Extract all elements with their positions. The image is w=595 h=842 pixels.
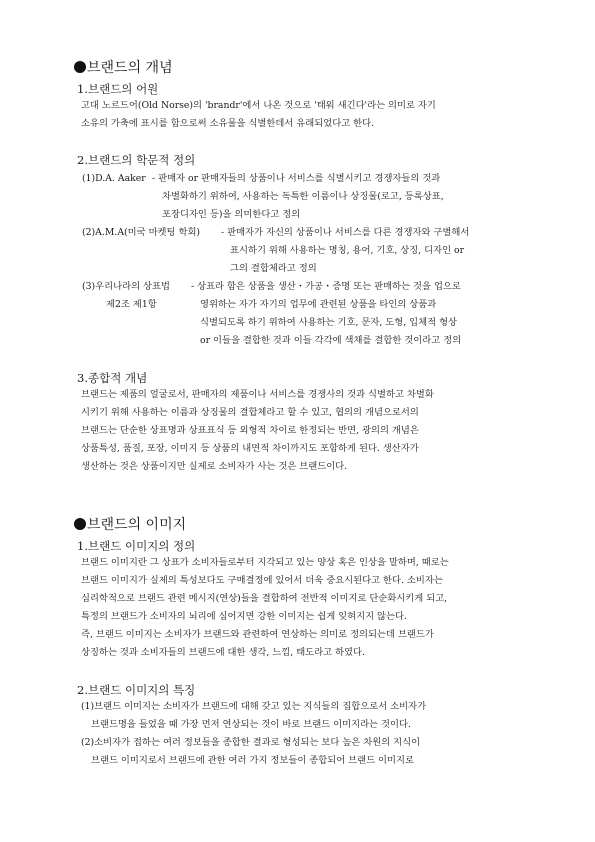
list-item-line: 브랜드 이미지로서 브랜드에 관한 여러 가지 정보들이 종합되어 브랜드 이미지로 [91, 755, 414, 766]
paragraph-line: 생산하는 것은 상품이지만 실제로 소비자가 사는 것은 브랜드이다. [81, 461, 348, 472]
paragraph-line: 브랜드는 단순한 상표명과 상표표식 등 외형적 차이로 한정되는 반면, 광의의 개념은 [81, 425, 419, 436]
subheading-academic-definition: 2.브랜드의 학문적 정의 [77, 153, 196, 167]
section-title-brand-concept [74, 57, 173, 77]
list-item-line: (2)소비자가 접하는 여러 정보들을 종합한 결과로 형성되는 보다 높은 차원의 지식이 [81, 737, 421, 748]
definition-label-ama: (2)A.M.A(미국 마켓팅 학회) [82, 227, 201, 238]
section-title-text: 브랜드의 이미지 [87, 517, 187, 533]
definition-line: - 판매자가 자신의 상품이나 서비스를 다른 경쟁자와 구별해서 [221, 227, 470, 238]
paragraph-line: 즉, 브랜드 이미지는 소비자가 브랜드와 관련하여 연상하는 의미로 정의되는데 브랜드가 [81, 629, 434, 640]
definition-label-aaker: (1)D.A. Aaker [82, 173, 146, 184]
paragraph-line: 고대 노르드어(Old Norse)의 'brandr'에서 나온 것으로 '태워 새긴다'라는 의미로 자기 [81, 100, 436, 111]
paragraph-line: 브랜드 이미지란 그 상표가 소비자들로부터 지각되고 있는 양상 혹은 인상을 말하며, 때로는 [81, 557, 449, 568]
black-circle-bullet-icon [74, 518, 86, 530]
definition-line: or 이들을 결합한 것과 이들 각각에 색채를 결합한 것이라고 정의 [200, 335, 462, 346]
paragraph-line: 브랜드는 제품의 얼굴로서, 판매자의 제품이나 서비스를 경쟁사의 것과 식별하고 차별화 [81, 389, 434, 400]
black-circle-bullet-icon [74, 61, 86, 73]
section-title-brand-image [74, 514, 186, 534]
list-item-line: (1)브랜드 이미지는 소비자가 브랜드에 대해 갖고 있는 지식들의 집합으로서 소비자가 [81, 701, 427, 712]
definition-label-article: 제2조 제1항 [106, 299, 157, 310]
paragraph-line: 시키기 위해 사용하는 이름과 상징물의 결합체라고 할 수 있고, 협의의 개념으로서의 [81, 407, 419, 418]
definition-line: 그의 결합체라고 정의 [230, 263, 317, 274]
definition-line: - 판매자 or 판매자들의 상품이나 서비스를 식별시키고 경쟁자들의 것과 [152, 173, 441, 184]
subheading-brand-image-features: 2.브랜드 이미지의 특징 [77, 683, 196, 697]
paragraph-line: 심리학적으로 브랜드 관련 메시지(연상)들을 결합하여 전반적 이미지로 단순화시키게 되고, [81, 593, 448, 604]
paragraph-line: 소유의 가축에 표시를 함으로써 소유물을 식별한데서 유래되었다고 한다. [81, 118, 375, 129]
subheading-brand-image-definition: 1.브랜드 이미지의 정의 [77, 539, 196, 553]
paragraph-line: 상징하는 것과 소비자들의 브랜드에 대한 생각, 느낌, 태도라고 하였다. [81, 647, 365, 658]
definition-line: 표시하기 위해 사용하는 명칭, 용어, 기호, 상징, 디자인 or [230, 245, 465, 256]
section-title-text: 브랜드의 개념 [87, 60, 173, 76]
paragraph-line: 상품특성, 품질, 포장, 이미지 등 상품의 내면적 차이까지도 포함하게 된다. 생산자가 [81, 443, 419, 454]
subheading-comprehensive-concept: 3.종합적 개념 [77, 371, 148, 385]
paragraph-line: 브랜드 이미지가 실제의 특성보다도 구매결정에 있어서 더욱 중요시된다고 한다. 소비자는 [81, 575, 443, 586]
subheading-etymology: 1.브랜드의 어원 [77, 82, 159, 96]
paragraph-line: 특정의 브랜드가 소비자의 뇌리에 심어지면 강한 이미지는 쉽게 잊혀지지 않는다. [81, 611, 407, 622]
definition-line: 차별화하기 위하여, 사용하는 독특한 이름이나 상징물(로고, 등록상표, [162, 191, 444, 202]
list-item-line: 브랜드명을 들었을 때 가장 먼저 연상되는 것이 바로 브랜드 이미지라는 것이다. [91, 719, 411, 730]
definition-line: 영위하는 자가 자기의 업무에 관련된 상품을 타인의 상품과 [200, 299, 437, 310]
definition-line: 포장디자인 등)을 의미한다고 정의 [162, 209, 301, 220]
definition-line: 식별되도록 하기 위하여 사용하는 기호, 문자, 도형, 입체적 형상 [200, 317, 458, 328]
definition-line: - 상표라 함은 상품을 생산・가공・증명 또는 판매하는 것을 업으로 [191, 281, 461, 292]
definition-label-trademark-law: (3)우리나라의 상표법 [82, 281, 170, 292]
